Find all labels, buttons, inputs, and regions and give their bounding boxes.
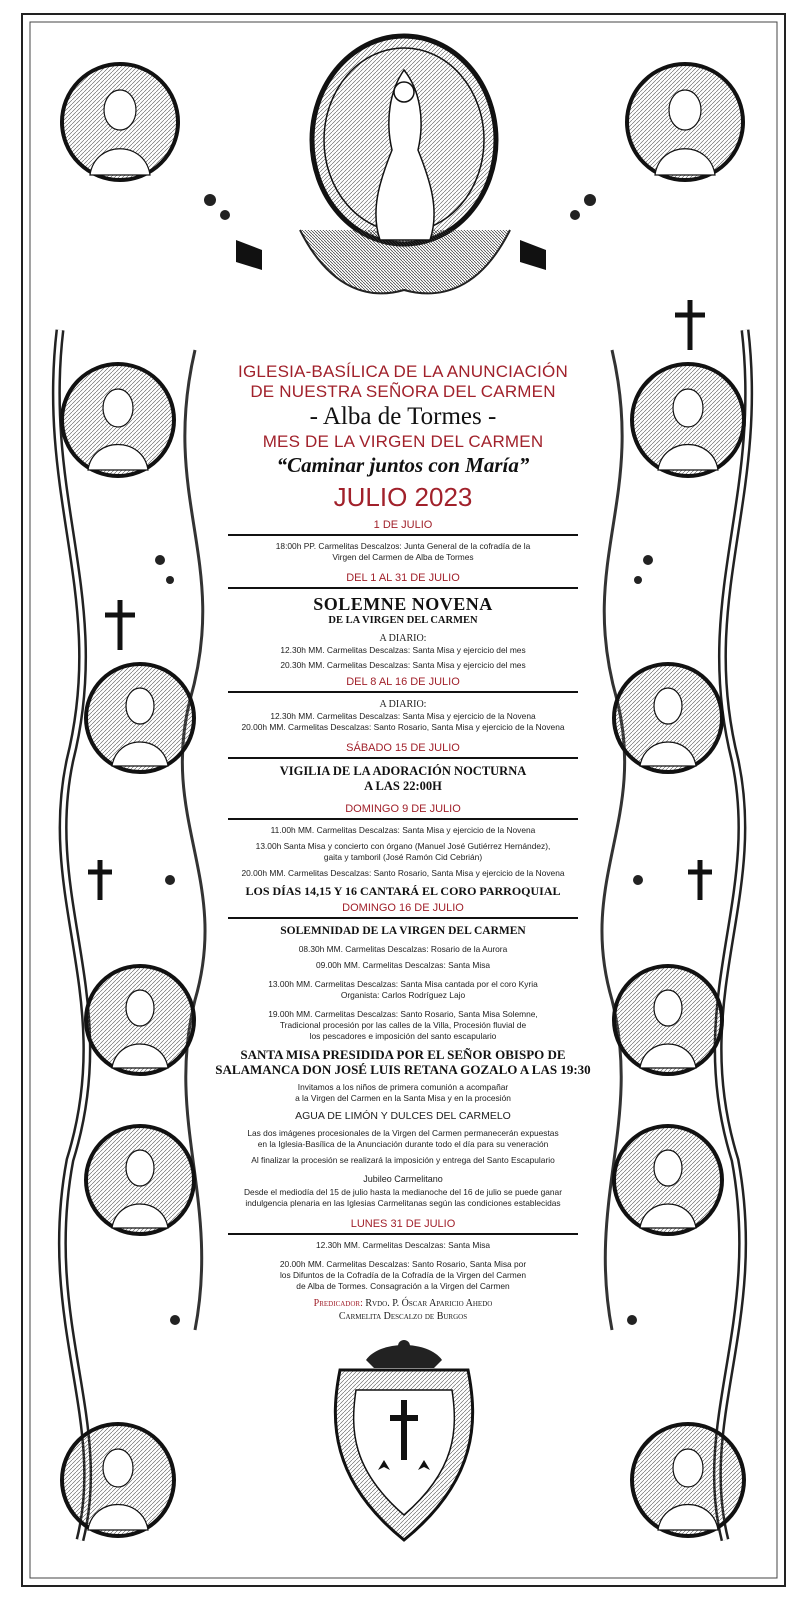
church-name-line2: DE NUESTRA SEÑORA DEL CARMEN (250, 382, 556, 401)
event-line: Virgen del Carmen de Alba de Tormes (332, 552, 474, 562)
divider (228, 917, 578, 919)
divider (228, 818, 578, 820)
solemnity-title: SOLEMNIDAD DE LA VIRGEN DEL CARMEN (280, 925, 526, 937)
divider (228, 534, 578, 536)
date-heading: DOMINGO 16 DE JULIO (342, 902, 464, 914)
month-title: MES DE LA VIRGEN DEL CARMEN (262, 432, 544, 451)
preacher (228, 1297, 578, 1310)
novena-subtitle: DE LA VIRGEN DEL CARMEN (328, 615, 478, 626)
event-line: 18:00h PP. Carmelitas Descalzos: Junta General de la cofradía de la (275, 541, 531, 551)
preacher-order: Carmelita Descalzo de Burgos (338, 1311, 468, 1322)
preacher-label: Predicador: (313, 1298, 363, 1309)
vigil-time: A LAS 22:00H (364, 779, 442, 793)
event-line: Organista: Carlos Rodríguez Lajo (340, 990, 466, 1000)
event-line: 13.00h Santa Misa y concierto con órgano (Manuel José Gutiérrez Hernández), (255, 841, 551, 851)
event-line: 20.00h MM. Carmelitas Descalzas: Santo Rosario, Santa Misa por (279, 1259, 527, 1269)
bishop-line1: SANTA MISA PRESIDIDA POR EL SEÑOR OBISPO DE (240, 1047, 566, 1062)
vigil-title: VIGILIA DE LA ADORACIÓN NOCTURNA (279, 764, 527, 778)
divider (228, 587, 578, 589)
daily-label: A DIARIO: (379, 699, 427, 710)
date-heading: SÁBADO 15 DE JULIO (346, 742, 460, 754)
event-line: 11.00h MM. Carmelitas Descalzas: Santa Misa y ejercicio de la Novena (270, 825, 536, 835)
images-line: en la Iglesia-Basílica de la Anunciación durante todo el día para su veneración (257, 1139, 549, 1149)
divider (228, 1233, 578, 1235)
preacher-name: Rvdo. P. Óscar Aparicio Ahedo (365, 1298, 493, 1309)
date-heading: LUNES 31 DE JULIO (350, 1218, 456, 1230)
daily-label: A DIARIO: (379, 633, 427, 644)
invitation-line: Invitamos a los niños de primera comunión a acompañar (297, 1082, 509, 1092)
event-line: 20.30h MM. Carmelitas Descalzas: Santa Misa y ejercicio del mes (280, 660, 526, 670)
date-heading: DOMINGO 9 DE JULIO (345, 803, 461, 815)
event-line: los Difuntos de la Cofradía de la Cofradía de la Virgen del Carmen (279, 1270, 527, 1280)
event-line: 20.00h MM. Carmelitas Descalzas: Santo Rosario, Santa Misa y ejercicio de la Novena (241, 868, 565, 878)
event-line: 12.30h MM. Carmelitas Descalzas: Santa Misa (315, 1240, 491, 1250)
event-line: gaita y tamboril (José Ramón Cid Cebrián) (323, 852, 483, 862)
divider (228, 691, 578, 693)
date-heading: DEL 1 AL 31 DE JULIO (346, 572, 460, 584)
images-line: Las dos imágenes procesionales de la Virgen del Carmen permanecerán expuestas (247, 1128, 559, 1138)
event-line: 08.30h MM. Carmelitas Descalzas: Rosario de la Aurora (298, 944, 508, 954)
agua-limon: AGUA DE LIMÓN Y DULCES DEL CARMELO (295, 1110, 511, 1122)
invitation-line: a la Virgen del Carmen en la Santa Misa y en la procesión (295, 1093, 511, 1103)
jubilee-line: Desde el mediodía del 15 de julio hasta la medianoche del 16 de julio se puede ganar (243, 1187, 562, 1197)
jubilee-title: Jubileo Carmelitano (363, 1174, 443, 1184)
event-line: 20.00h MM. Carmelitas Descalzas: Santo Rosario, Santa Misa y ejercicio de la Novena (241, 722, 565, 732)
jubilee-line: indulgencia plenaria en las Iglesias Carmelitanas según las condiciones establecidas (245, 1198, 561, 1208)
bishop-line2: SALAMANCA DON JOSÉ LUIS RETANA GOZALO A LAS 19:30 (215, 1062, 591, 1077)
event-line: 12.30h MM. Carmelitas Descalzas: Santa Misa y ejercicio de la Novena (270, 711, 536, 721)
event-line: 12.30h MM. Carmelitas Descalzas: Santa Misa y ejercicio del mes (280, 645, 526, 655)
divider (228, 757, 578, 759)
date-heading: DEL 8 AL 16 DE JULIO (346, 676, 460, 688)
scapular-line: Al finalizar la procesión se realizará la imposición y entrega del Santo Escapulario (251, 1155, 555, 1165)
event-line: de Alba de Tormes. Consagración a la Virgen del Carmen (296, 1281, 510, 1291)
church-name-line1: IGLESIA-BASÍLICA DE LA ANUNCIACIÓN (238, 362, 568, 381)
month-year: JULIO 2023 (333, 482, 473, 512)
program-content (215, 362, 591, 1323)
event-line: Tradicional procesión por las calles de la Villa, Procesión fluvial de (279, 1020, 527, 1030)
event-line: 09.00h MM. Carmelitas Descalzas: Santa Misa (315, 960, 491, 970)
event-line: los pescadores e imposición del santo escapulario (309, 1031, 497, 1041)
event-line: 19.00h MM. Carmelitas Descalzas: Santo Rosario, Santa Misa Solemne, (268, 1009, 538, 1019)
event-line: 13.00h MM. Carmelitas Descalzas: Santa Misa cantada por el coro Kyria (268, 979, 538, 989)
choir-note: LOS DÍAS 14,15 Y 16 CANTARÁ EL CORO PARROQUIAL (245, 884, 561, 898)
town-name: - Alba de Tormes - (309, 403, 497, 430)
date-heading: 1 DE JULIO (373, 519, 433, 531)
motto: “Caminar juntos con María” (276, 453, 530, 477)
novena-title: SOLEMNE NOVENA (313, 594, 493, 614)
